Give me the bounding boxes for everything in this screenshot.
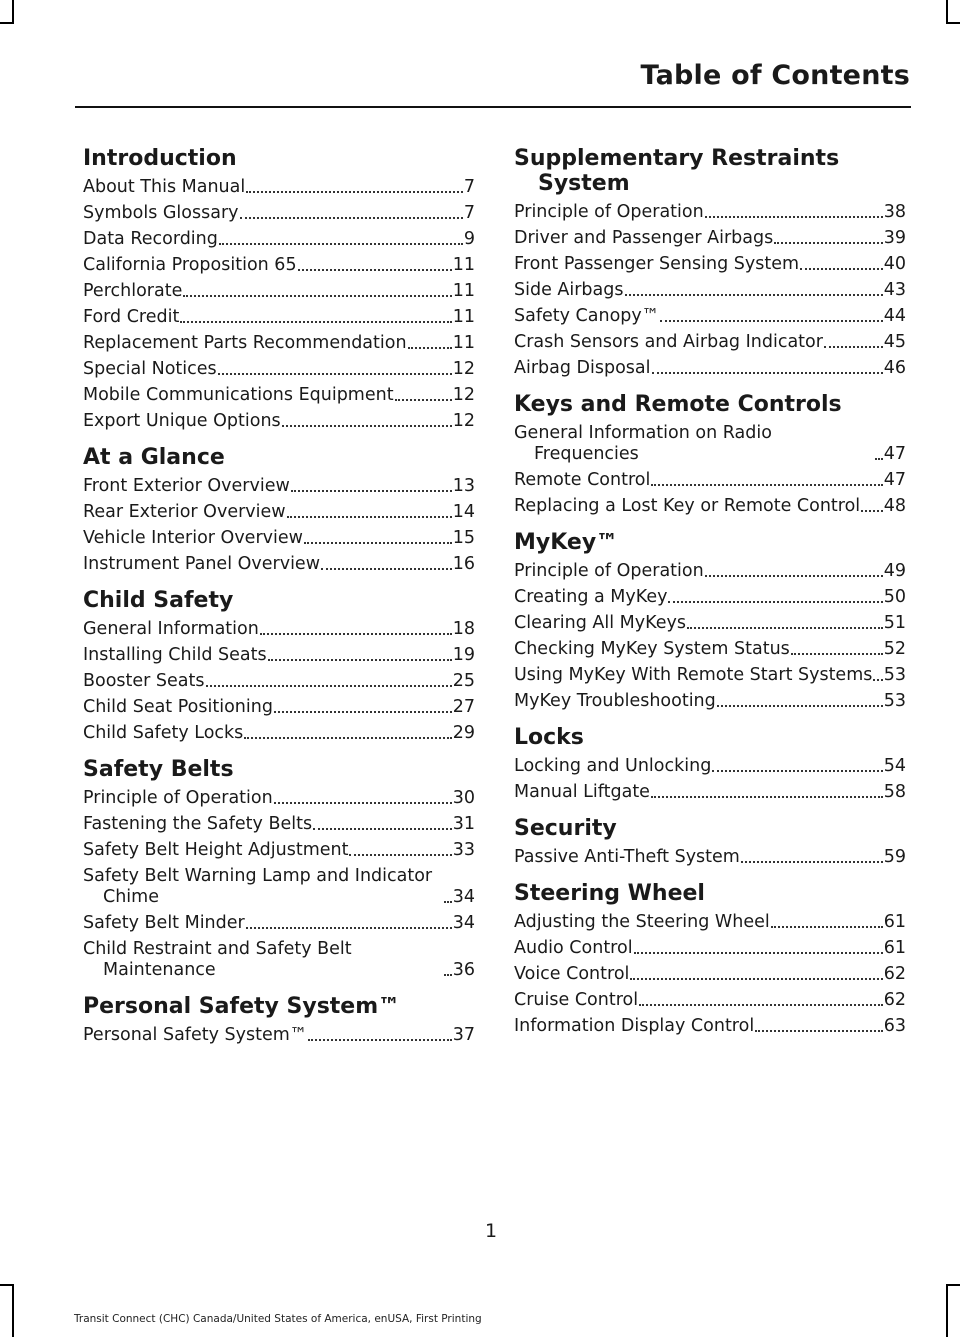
header-rule bbox=[75, 106, 911, 108]
entry-title: Instrument Panel Overview bbox=[83, 554, 321, 574]
entry-title: Cruise Control bbox=[514, 990, 639, 1010]
entry-page-number: 12 bbox=[452, 411, 475, 431]
dot-leader bbox=[444, 901, 452, 903]
section-heading: Introduction bbox=[83, 146, 237, 171]
entry-page-number: 39 bbox=[883, 228, 906, 248]
entry-page-number: 37 bbox=[452, 1025, 475, 1045]
dot-leader bbox=[668, 601, 882, 603]
toc-section bbox=[83, 757, 475, 981]
dot-leader bbox=[180, 321, 451, 323]
toc-entry[interactable] bbox=[514, 639, 906, 660]
entry-title: Symbols Glossary bbox=[83, 203, 239, 223]
entry-title: Booster Seats bbox=[83, 671, 205, 691]
entry-title: Front Passenger Sensing System bbox=[514, 254, 800, 274]
entry-title: Voice Control bbox=[514, 964, 630, 984]
dot-leader bbox=[639, 1004, 883, 1006]
dot-leader bbox=[282, 425, 452, 427]
dot-leader bbox=[218, 373, 452, 375]
dot-leader bbox=[660, 320, 882, 322]
toc-entry[interactable] bbox=[83, 203, 475, 224]
entry-title: Airbag Disposal bbox=[514, 358, 651, 378]
entry-title: Locking and Unlocking bbox=[514, 756, 712, 776]
entry-title: Child Seat Positioning bbox=[83, 697, 273, 717]
dot-leader bbox=[304, 542, 452, 544]
toc-entry[interactable] bbox=[514, 561, 906, 582]
toc-entry[interactable] bbox=[514, 756, 906, 777]
entry-page-number: 27 bbox=[452, 697, 475, 717]
entry-title: Personal Safety System™ bbox=[83, 1025, 308, 1045]
entry-title: MyKey Troubleshooting bbox=[514, 691, 716, 711]
entry-page-number: 12 bbox=[452, 359, 475, 379]
dot-leader bbox=[634, 952, 883, 954]
entry-title: Passive Anti-Theft System bbox=[514, 847, 740, 867]
entry-page-number: 12 bbox=[452, 385, 475, 405]
entry-page-number: 14 bbox=[452, 502, 475, 522]
toc-entry[interactable] bbox=[514, 847, 906, 868]
toc-entry[interactable] bbox=[83, 554, 475, 575]
dot-leader bbox=[652, 372, 883, 374]
section-heading: Security bbox=[514, 816, 617, 841]
dot-leader bbox=[717, 705, 883, 707]
dot-leader bbox=[321, 568, 452, 570]
section-heading: Keys and Remote Controls bbox=[514, 392, 842, 417]
dot-leader bbox=[349, 854, 451, 856]
entry-title: Adjusting the Steering Wheel bbox=[514, 912, 770, 932]
toc-entry[interactable] bbox=[83, 385, 475, 406]
toc-entry[interactable] bbox=[514, 358, 906, 379]
entry-title: Safety Belt Height Adjustment bbox=[83, 840, 349, 860]
dot-leader bbox=[206, 685, 452, 687]
entry-page-number: 36 bbox=[452, 960, 475, 980]
toc-entry[interactable] bbox=[83, 723, 475, 744]
entry-title: Principle of Operation bbox=[514, 561, 704, 581]
dot-leader bbox=[712, 770, 882, 772]
entry-title: Safety Belt Warning Lamp and Indicator Chime bbox=[83, 866, 433, 907]
publication-footer: Transit Connect (CHC) Canada/United States of America, enUSA, First Printing bbox=[74, 1313, 482, 1325]
toc-entry[interactable] bbox=[83, 255, 475, 276]
crop-mark bbox=[12, 0, 14, 22]
entry-title: Front Exterior Overview bbox=[83, 476, 290, 496]
entry-page-number: 34 bbox=[452, 887, 475, 907]
toc-entry[interactable] bbox=[514, 691, 906, 712]
section-heading: Child Safety bbox=[83, 588, 234, 613]
dot-leader bbox=[268, 659, 452, 661]
entry-title: California Proposition 65 bbox=[83, 255, 297, 275]
toc-section bbox=[514, 816, 906, 868]
entry-title: Rear Exterior Overview bbox=[83, 502, 286, 522]
entry-page-number: 13 bbox=[452, 476, 475, 496]
toc-entry[interactable] bbox=[83, 619, 475, 640]
entry-title: Manual Liftgate bbox=[514, 782, 650, 802]
toc-entry[interactable] bbox=[83, 913, 475, 934]
dot-leader bbox=[774, 242, 883, 244]
entry-page-number: 63 bbox=[883, 1016, 906, 1036]
toc-entry[interactable] bbox=[514, 202, 906, 223]
entry-page-number: 31 bbox=[452, 814, 475, 834]
entry-page-number: 54 bbox=[883, 756, 906, 776]
entry-page-number: 25 bbox=[452, 671, 475, 691]
entry-page-number: 58 bbox=[883, 782, 906, 802]
section-heading: Personal Safety System™ bbox=[83, 994, 401, 1019]
toc-entry[interactable] bbox=[514, 912, 906, 933]
entry-page-number: 45 bbox=[883, 332, 906, 352]
entry-page-number: 9 bbox=[463, 229, 475, 249]
crop-mark bbox=[946, 1284, 960, 1286]
entry-page-number: 38 bbox=[883, 202, 906, 222]
crop-mark bbox=[946, 22, 960, 24]
crop-mark bbox=[0, 22, 14, 24]
toc-section bbox=[514, 881, 906, 1037]
toc-entry[interactable] bbox=[514, 280, 906, 301]
toc-entry[interactable] bbox=[83, 939, 475, 981]
toc-section bbox=[83, 445, 475, 575]
entry-page-number: 11 bbox=[452, 255, 475, 275]
section-heading: Locks bbox=[514, 725, 584, 750]
dot-leader bbox=[298, 269, 452, 271]
entry-page-number: 59 bbox=[883, 847, 906, 867]
dot-leader bbox=[183, 295, 451, 297]
dot-leader bbox=[771, 926, 883, 928]
entry-title: General Information bbox=[83, 619, 259, 639]
dot-leader bbox=[395, 399, 452, 401]
entry-title: About This Manual bbox=[83, 177, 246, 197]
dot-leader bbox=[260, 633, 452, 635]
entry-title: Side Airbags bbox=[514, 280, 624, 300]
dot-leader bbox=[861, 510, 883, 512]
entry-page-number: 33 bbox=[452, 840, 475, 860]
section-heading: Safety Belts bbox=[83, 757, 234, 782]
toc-section bbox=[83, 588, 475, 744]
toc-entry[interactable] bbox=[83, 229, 475, 250]
entry-page-number: 47 bbox=[883, 444, 906, 464]
entry-title: Ford Credit bbox=[83, 307, 180, 327]
toc-entry[interactable] bbox=[83, 788, 475, 809]
entry-title: Vehicle Interior Overview bbox=[83, 528, 303, 548]
entry-page-number: 16 bbox=[452, 554, 475, 574]
entry-page-number: 50 bbox=[883, 587, 906, 607]
entry-page-number: 19 bbox=[452, 645, 475, 665]
dot-leader bbox=[291, 490, 452, 492]
toc-entry[interactable] bbox=[83, 359, 475, 380]
toc-entry[interactable] bbox=[83, 281, 475, 302]
entry-page-number: 53 bbox=[883, 665, 906, 685]
toc-section bbox=[83, 146, 475, 432]
toc-entry[interactable] bbox=[83, 528, 475, 549]
dot-leader bbox=[651, 796, 883, 798]
dot-leader bbox=[274, 711, 452, 713]
toc-section bbox=[514, 725, 906, 803]
entry-title: Principle of Operation bbox=[514, 202, 704, 222]
entry-title: Checking MyKey System Status bbox=[514, 639, 790, 659]
toc-entry[interactable] bbox=[83, 307, 475, 328]
toc-entry[interactable] bbox=[514, 782, 906, 803]
crop-mark bbox=[946, 1284, 948, 1337]
entry-page-number: 47 bbox=[883, 470, 906, 490]
toc-entry[interactable] bbox=[514, 306, 906, 327]
entry-title: Remote Control bbox=[514, 470, 651, 490]
dot-leader bbox=[308, 1039, 451, 1041]
entry-page-number: 18 bbox=[452, 619, 475, 639]
toc-entry[interactable] bbox=[83, 671, 475, 692]
dot-leader bbox=[444, 974, 452, 976]
toc-entry[interactable] bbox=[514, 665, 906, 686]
entry-page-number: 62 bbox=[883, 990, 906, 1010]
entry-title: General Information on Radio Frequencies bbox=[514, 423, 772, 464]
crop-mark bbox=[12, 1284, 14, 1337]
entry-title: Principle of Operation bbox=[83, 788, 273, 808]
dot-leader bbox=[244, 737, 451, 739]
entry-title: Driver and Passenger Airbags bbox=[514, 228, 774, 248]
entry-page-number: 53 bbox=[883, 691, 906, 711]
entry-title: Installing Child Seats bbox=[83, 645, 267, 665]
entry-page-number: 46 bbox=[883, 358, 906, 378]
section-heading: Supplementary Restraints System bbox=[514, 146, 840, 196]
entry-page-number: 61 bbox=[883, 938, 906, 958]
entry-title: Perchlorate bbox=[83, 281, 183, 301]
entry-title: Replacement Parts Recommendation bbox=[83, 333, 407, 353]
entry-page-number: 15 bbox=[452, 528, 475, 548]
dot-leader bbox=[630, 978, 882, 980]
toc-entry[interactable] bbox=[514, 228, 906, 249]
toc-entry[interactable] bbox=[514, 938, 906, 959]
toc-section bbox=[514, 146, 906, 379]
toc-right-column bbox=[514, 146, 906, 1050]
toc-entry[interactable] bbox=[83, 866, 475, 908]
crop-mark bbox=[0, 1284, 14, 1286]
dot-leader bbox=[687, 627, 883, 629]
toc-entry[interactable] bbox=[83, 177, 475, 198]
entry-page-number: 52 bbox=[883, 639, 906, 659]
section-heading: MyKey™ bbox=[514, 530, 619, 555]
entry-page-number: 62 bbox=[883, 964, 906, 984]
entry-title: Audio Control bbox=[514, 938, 633, 958]
toc-entry[interactable] bbox=[83, 1025, 475, 1046]
dot-leader bbox=[705, 216, 883, 218]
toc-entry[interactable] bbox=[83, 840, 475, 861]
entry-page-number: 43 bbox=[883, 280, 906, 300]
entry-page-number: 11 bbox=[452, 281, 475, 301]
toc-entry[interactable] bbox=[514, 1016, 906, 1037]
entry-title: Child Safety Locks bbox=[83, 723, 244, 743]
page-number: 1 bbox=[484, 1220, 498, 1242]
entry-title: Fastening the Safety Belts bbox=[83, 814, 313, 834]
toc-entry[interactable] bbox=[514, 613, 906, 634]
toc-entry[interactable] bbox=[514, 587, 906, 608]
entry-page-number: 49 bbox=[883, 561, 906, 581]
toc-section bbox=[514, 392, 906, 517]
dot-leader bbox=[287, 516, 452, 518]
dot-leader bbox=[240, 217, 463, 219]
dot-leader bbox=[873, 679, 882, 681]
entry-title: Using MyKey With Remote Start Systems bbox=[514, 665, 873, 685]
entry-title: Special Notices bbox=[83, 359, 217, 379]
entry-title: Creating a MyKey bbox=[514, 587, 668, 607]
entry-title: Crash Sensors and Airbag Indicator bbox=[514, 332, 823, 352]
toc-entry[interactable] bbox=[514, 332, 906, 353]
toc-entry[interactable] bbox=[514, 964, 906, 985]
toc-section bbox=[83, 994, 475, 1046]
toc-entry[interactable] bbox=[83, 697, 475, 718]
toc-entry[interactable] bbox=[83, 502, 475, 523]
toc-left-column bbox=[83, 146, 475, 1059]
toc-entry[interactable] bbox=[514, 470, 906, 491]
section-heading: At a Glance bbox=[83, 445, 225, 470]
toc-section bbox=[514, 530, 906, 712]
entry-title: Replacing a Lost Key or Remote Control bbox=[514, 496, 861, 516]
toc-entry[interactable] bbox=[514, 990, 906, 1011]
dot-leader bbox=[651, 484, 882, 486]
toc-entry[interactable] bbox=[83, 476, 475, 497]
toc-entry[interactable] bbox=[83, 411, 475, 432]
toc-entry[interactable] bbox=[83, 814, 475, 835]
dot-leader bbox=[625, 294, 883, 296]
entry-title: Child Restraint and Safety Belt Maintenance bbox=[83, 939, 352, 980]
entry-title: Information Display Control bbox=[514, 1016, 755, 1036]
crop-mark bbox=[946, 0, 948, 22]
entry-title: Export Unique Options bbox=[83, 411, 281, 431]
dot-leader bbox=[219, 243, 463, 245]
dot-leader bbox=[800, 268, 883, 270]
entry-page-number: 44 bbox=[883, 306, 906, 326]
entry-page-number: 40 bbox=[883, 254, 906, 274]
dot-leader bbox=[791, 653, 883, 655]
dot-leader bbox=[705, 575, 883, 577]
toc-entry[interactable] bbox=[83, 333, 475, 354]
dot-leader bbox=[274, 802, 452, 804]
dot-leader bbox=[408, 347, 452, 349]
toc-entry[interactable] bbox=[514, 496, 906, 517]
entry-title: Clearing All MyKeys bbox=[514, 613, 686, 633]
entry-page-number: 30 bbox=[452, 788, 475, 808]
dot-leader bbox=[875, 458, 883, 460]
entry-page-number: 61 bbox=[883, 912, 906, 932]
entry-title: Mobile Communications Equipment bbox=[83, 385, 394, 405]
entry-title: Data Recording bbox=[83, 229, 218, 249]
entry-page-number: 51 bbox=[883, 613, 906, 633]
entry-page-number: 11 bbox=[452, 333, 475, 353]
toc-entry[interactable] bbox=[514, 423, 906, 465]
page-title: Table of Contents bbox=[640, 60, 910, 91]
dot-leader bbox=[246, 927, 452, 929]
entry-page-number: 7 bbox=[463, 203, 475, 223]
dot-leader bbox=[246, 191, 463, 193]
entry-page-number: 7 bbox=[463, 177, 475, 197]
entry-title: Safety Canopy™ bbox=[514, 306, 660, 326]
dot-leader bbox=[755, 1030, 883, 1032]
dot-leader bbox=[313, 828, 452, 830]
entry-page-number: 34 bbox=[452, 913, 475, 933]
dot-leader bbox=[741, 861, 883, 863]
entry-title: Safety Belt Minder bbox=[83, 913, 245, 933]
entry-page-number: 29 bbox=[452, 723, 475, 743]
section-heading: Steering Wheel bbox=[514, 881, 705, 906]
entry-page-number: 11 bbox=[452, 307, 475, 327]
dot-leader bbox=[824, 346, 883, 348]
toc-entry[interactable] bbox=[514, 254, 906, 275]
toc-entry[interactable] bbox=[83, 645, 475, 666]
entry-page-number: 48 bbox=[883, 496, 906, 516]
